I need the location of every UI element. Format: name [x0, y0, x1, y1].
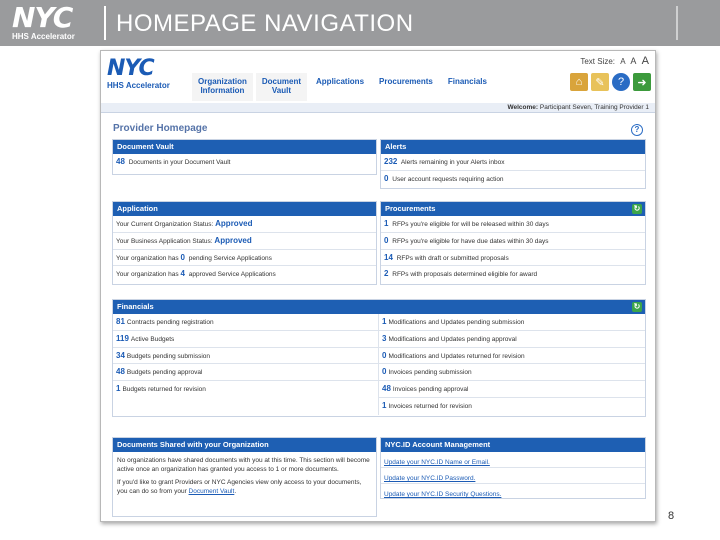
row-text: RFPs with proposals determined eligible for award	[392, 271, 538, 279]
row-text: Invoices pending submission	[388, 369, 472, 377]
shared-documents-panel	[112, 437, 377, 517]
count-link[interactable]: 14	[384, 252, 393, 262]
panel-title: NYC.ID Account Management	[381, 438, 645, 452]
list-item	[379, 398, 645, 415]
panel-title-text: Procurements	[385, 204, 436, 213]
main-nav	[191, 73, 495, 101]
list-item	[113, 331, 378, 348]
list-item	[113, 250, 376, 267]
financials-left-column	[113, 314, 379, 415]
app-logo-text: NYC	[107, 56, 154, 81]
nav-organization-information[interactable]	[191, 73, 253, 101]
row-text: pending Service Applications	[188, 254, 272, 262]
list-item	[381, 250, 645, 267]
row-text: User account requests requiring action	[392, 175, 504, 183]
count-link[interactable]: 48	[116, 157, 125, 166]
list-item	[113, 154, 376, 171]
app-logo[interactable]	[107, 57, 185, 101]
list-item	[379, 348, 645, 365]
shared-docs-instructions	[113, 478, 376, 500]
nyc-logo-subtitle: HHS Accelerator	[12, 32, 75, 41]
application-panel	[112, 201, 377, 285]
home-icon[interactable]: ⌂	[570, 73, 588, 91]
procurements-panel	[380, 201, 646, 285]
header-end-divider	[676, 6, 678, 40]
count-link[interactable]: 119	[116, 333, 129, 343]
instructions-end: .	[234, 488, 237, 495]
financials-right-column	[379, 314, 645, 415]
page-title: Provider Homepage	[113, 123, 208, 134]
row-text: Modifications and Updates pending submission	[388, 319, 525, 326]
update-password-link[interactable]: Update your NYC.ID Password.	[384, 475, 476, 482]
list-item	[113, 216, 376, 233]
app-header	[101, 51, 656, 103]
row-text: Documents in your Document Vault	[128, 159, 231, 166]
nycid-panel	[380, 437, 646, 499]
count-link[interactable]: 1	[382, 317, 387, 326]
row-text: RFPs you're eligible for will be released within 30 days	[392, 221, 549, 228]
tools-icon[interactable]: ✎	[591, 73, 609, 91]
row-text: Alerts remaining in your Alerts inbox	[400, 159, 505, 166]
nav-label: Information	[200, 86, 245, 95]
nav-financials[interactable]	[441, 73, 493, 101]
refresh-icon[interactable]: ↻	[633, 302, 641, 311]
text-size-label: Text Size:	[580, 57, 616, 66]
panel-title: Application	[113, 202, 376, 216]
row-text: Contracts pending registration	[126, 319, 214, 326]
help-icon[interactable]: ?	[612, 73, 630, 91]
nav-document-vault[interactable]	[255, 73, 307, 101]
count-link[interactable]: 34	[116, 350, 125, 360]
row-text: Modifications and Updates returned for revision	[388, 352, 525, 360]
panel-title: Document Vault	[113, 140, 376, 154]
list-item	[381, 452, 645, 468]
welcome-bar	[101, 103, 656, 113]
panel-title-text: Financials	[117, 302, 154, 311]
panel-title: Documents Shared with your Organization	[113, 438, 376, 452]
row-text: Invoices pending approval	[392, 386, 469, 394]
list-item	[379, 314, 645, 331]
list-item	[113, 348, 378, 365]
list-item	[379, 331, 645, 348]
list-item	[381, 266, 645, 283]
count-link[interactable]: 0	[180, 252, 185, 262]
list-item	[113, 266, 376, 283]
count-link[interactable]: 48	[382, 384, 391, 394]
refresh-icon[interactable]: ↻	[633, 204, 641, 213]
nav-label: Organization	[198, 77, 247, 86]
row-text: Your Current Organization Status:	[116, 221, 214, 228]
instructions-text: If you'd like to grant Providers or NYC Agencies view only access to your documents, you can do so from your	[117, 479, 362, 495]
nyc-logo	[12, 1, 92, 44]
nav-procurements[interactable]	[372, 73, 439, 101]
status-link[interactable]: Approved	[214, 235, 252, 245]
panel-title	[381, 202, 645, 216]
count-link[interactable]: 1	[382, 400, 387, 410]
text-size-control	[577, 55, 649, 67]
update-name-email-link[interactable]: Update your NYC.ID Name or Email.	[384, 459, 490, 466]
alerts-panel	[380, 139, 646, 189]
nav-label: Applications	[316, 77, 365, 86]
list-item	[381, 484, 645, 500]
app-screenshot	[100, 50, 656, 522]
nyc-logo-text: NYC	[12, 1, 73, 34]
nav-applications[interactable]	[309, 73, 370, 101]
row-text: approved Service Applications	[188, 271, 276, 279]
row-text: RFPs you're eligible for have due dates within 30 days	[392, 237, 549, 245]
nav-label: Vault	[271, 86, 292, 95]
count-link[interactable]: 0	[384, 235, 389, 245]
document-vault-panel	[112, 139, 377, 175]
text-size-medium[interactable]: A	[630, 56, 637, 66]
count-link[interactable]: 3	[382, 333, 387, 343]
app-logo-subtitle: HHS Accelerator	[107, 81, 170, 90]
list-item	[379, 381, 645, 398]
nav-label: Financials	[447, 77, 487, 86]
row-text: RFPs with draft or submitted proposals	[396, 254, 509, 262]
count-link[interactable]: 1	[116, 384, 121, 394]
financials-columns	[113, 314, 645, 415]
list-item	[381, 468, 645, 484]
row-text: Modifications and Updates pending approval	[388, 335, 517, 343]
count-link[interactable]: 0	[382, 350, 387, 360]
count-link[interactable]: 81	[116, 317, 125, 326]
row-text: Budgets pending approval	[126, 369, 203, 377]
welcome-user: Participant Seven, Training Provider 1	[539, 104, 649, 111]
list-item	[381, 171, 645, 188]
panel-title: Alerts	[381, 140, 645, 154]
financials-panel	[112, 299, 646, 417]
count-link[interactable]: 2	[384, 269, 389, 279]
slide-title: HOMEPAGE NAVIGATION	[116, 10, 414, 37]
slide-header	[0, 0, 720, 46]
row-text: Your Business Application Status:	[116, 237, 213, 245]
welcome-label: Welcome:	[507, 104, 539, 111]
list-item	[113, 314, 378, 331]
header-divider	[104, 6, 106, 40]
row-text: Budgets pending submission	[126, 352, 211, 360]
count-link[interactable]: 0	[382, 367, 387, 377]
list-item	[381, 154, 645, 171]
count-link[interactable]: 232	[384, 157, 398, 166]
panel-title	[113, 300, 645, 314]
list-item	[113, 233, 376, 250]
count-link[interactable]: 1	[384, 219, 389, 228]
text-size-small[interactable]: A	[620, 57, 626, 66]
list-item	[381, 216, 645, 233]
status-link[interactable]: Approved	[215, 219, 253, 228]
row-text: Invoices returned for revision	[388, 402, 472, 410]
row-text: Active Budgets	[130, 335, 175, 343]
welcome-text	[507, 103, 649, 113]
row-text: Your organization has	[116, 254, 179, 262]
nav-label: Document	[261, 77, 302, 86]
row-text: Budgets returned for revision	[122, 386, 206, 394]
slide-number: 8	[668, 510, 675, 522]
list-item	[113, 381, 378, 398]
list-item	[381, 233, 645, 250]
header-icons	[570, 73, 651, 91]
text-size-large[interactable]: A	[641, 55, 649, 67]
help-circle-icon[interactable]: ?	[631, 124, 643, 136]
nav-label: Procurements	[379, 77, 433, 86]
update-security-questions-link[interactable]: Update your NYC.ID Security Questions.	[384, 491, 502, 498]
document-vault-link[interactable]: Document Vault	[188, 488, 235, 495]
list-item	[113, 364, 378, 381]
count-link[interactable]: 0	[384, 173, 389, 183]
list-item	[379, 364, 645, 381]
count-link[interactable]: 48	[116, 367, 125, 377]
shared-docs-message: No organizations have shared documents with you at this time. This section will become active once an organization has granted you access to 1 or more documents.	[117, 457, 370, 473]
count-link[interactable]: 4	[180, 269, 185, 279]
row-text: Your organization has	[116, 271, 179, 279]
logout-icon[interactable]: ➜	[633, 73, 651, 91]
